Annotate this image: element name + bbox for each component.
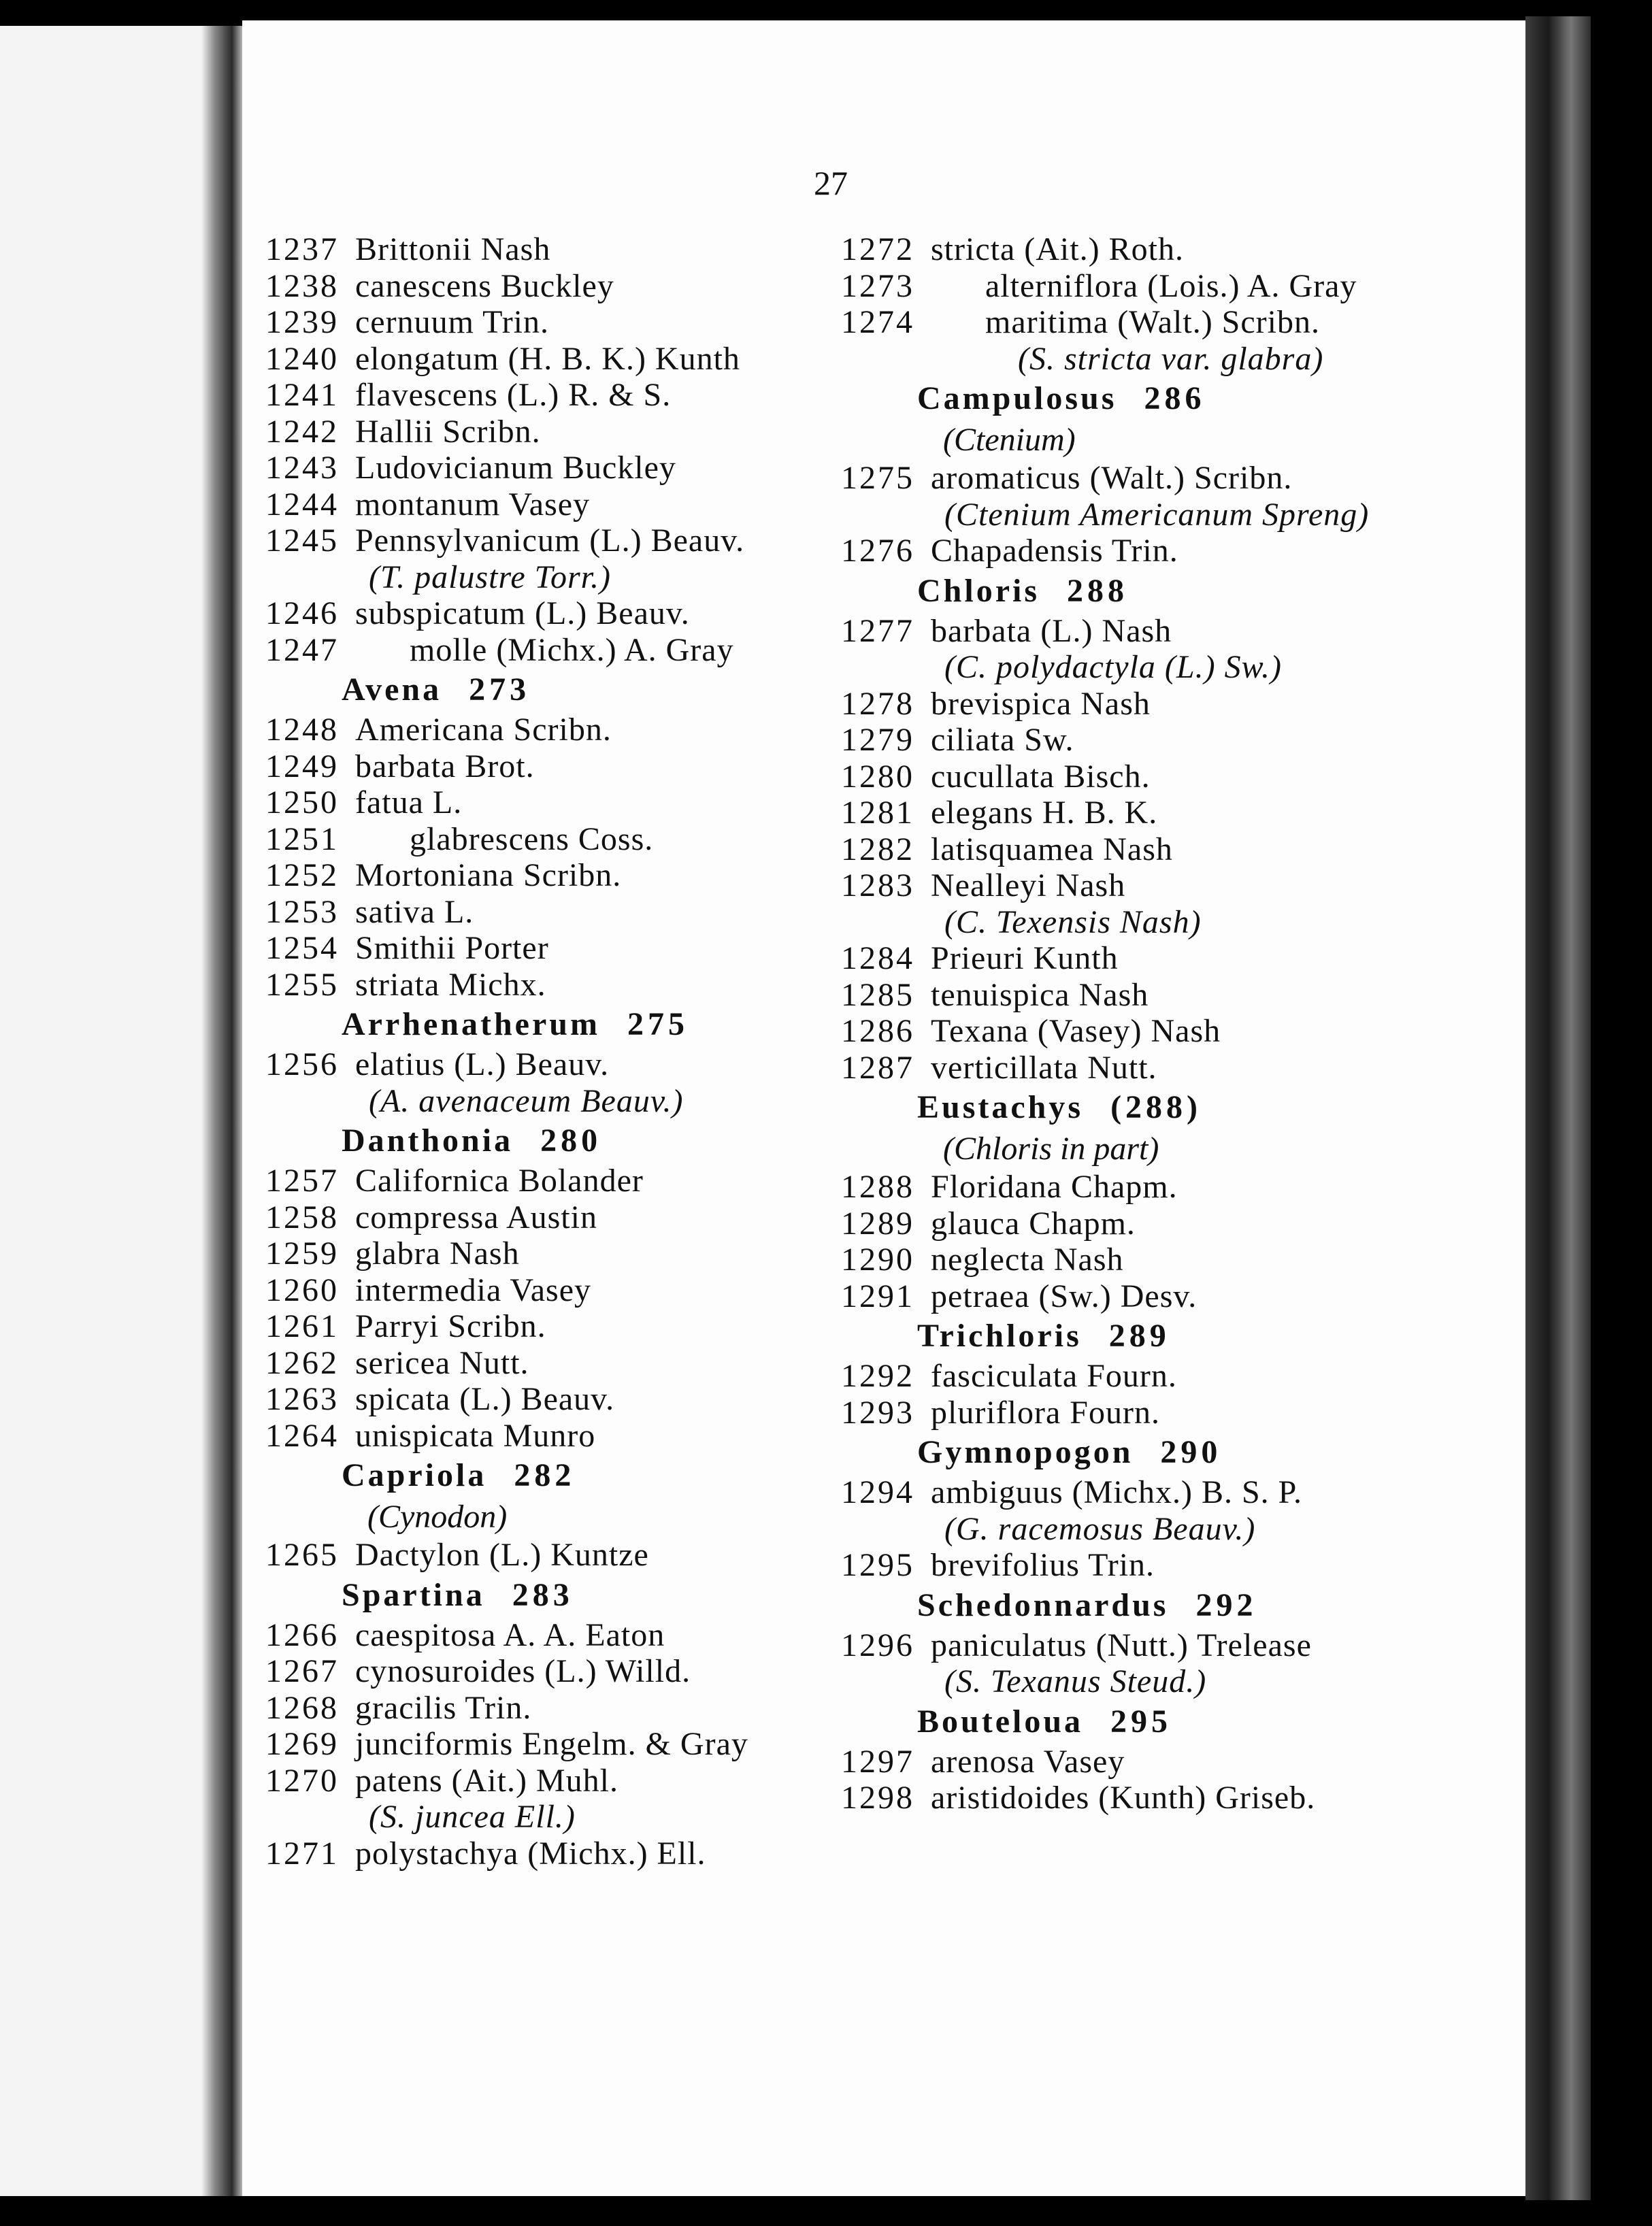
- entry-number: 1286: [841, 1013, 914, 1049]
- genus-label: Trichloris: [917, 1318, 1082, 1354]
- species-name: elongatum (H. B. K.) Kunth: [355, 340, 740, 377]
- genus-name: [917, 569, 1128, 613]
- species-entry: [265, 784, 850, 821]
- entry-number: 1276: [841, 533, 914, 569]
- species-name: montanum Vasey: [355, 486, 591, 522]
- genus-heading: [841, 1700, 1440, 1744]
- species-name: barbata Brot.: [355, 748, 535, 784]
- genus-name: [342, 1119, 601, 1163]
- genus-number: 273: [469, 671, 531, 708]
- species-entry: [841, 1474, 1440, 1511]
- species-entry: [841, 795, 1440, 831]
- synonym-row: [841, 1663, 1440, 1700]
- entry-number: 1296: [841, 1627, 914, 1663]
- species-entry: [841, 940, 1440, 977]
- genus-label: Spartina: [342, 1576, 485, 1613]
- entry-number: 1246: [265, 595, 339, 631]
- entry-number: 1248: [265, 712, 339, 748]
- synonym-row: [841, 649, 1440, 686]
- genus-name: [342, 1003, 689, 1046]
- entry-number: 1275: [841, 460, 914, 496]
- species-name: flavescens (L.) R. & S.: [355, 377, 672, 413]
- synonym-text: (C. Texensis Nash): [944, 903, 1202, 940]
- species-name: ambiguus (Michx.) B. S. P.: [931, 1474, 1303, 1510]
- entry-number: 1238: [265, 267, 339, 304]
- genus-name: [917, 377, 1205, 420]
- entry-number: 1241: [265, 377, 339, 413]
- species-name: junciformis Engelm. & Gray: [355, 1726, 748, 1762]
- entry-number: 1247: [265, 631, 339, 668]
- entry-number: 1267: [265, 1653, 339, 1689]
- species-entry: [841, 686, 1440, 722]
- entry-number: 1298: [841, 1780, 914, 1816]
- synonym-row: [265, 559, 850, 596]
- entry-number: 1253: [265, 893, 339, 930]
- entry-number: 1244: [265, 486, 339, 522]
- species-entry: [265, 1199, 850, 1236]
- entry-number: 1295: [841, 1547, 914, 1583]
- species-name: elegans H. B. K.: [931, 795, 1158, 831]
- species-entry: [841, 867, 1440, 904]
- species-name: cucullata Bisch.: [931, 758, 1151, 795]
- genus-number: 286: [1144, 380, 1206, 416]
- species-entry: [265, 341, 850, 378]
- entry-number: 1266: [265, 1616, 339, 1653]
- genus-label: Arrhenatherum: [342, 1006, 600, 1042]
- species-name: gracilis Trin.: [355, 1689, 532, 1726]
- genus-heading: [841, 1314, 1440, 1358]
- species-name: stricta (Ait.) Roth.: [931, 231, 1184, 267]
- entry-number: 1273: [841, 267, 914, 304]
- genus-heading: [841, 1584, 1440, 1627]
- entry-number: 1257: [265, 1163, 339, 1199]
- species-name: patens (Ait.) Muhl.: [355, 1762, 618, 1799]
- entry-number: 1272: [841, 231, 914, 267]
- species-entry: [265, 857, 850, 894]
- species-name: arenosa Vasey: [931, 1743, 1125, 1780]
- entry-number: 1297: [841, 1743, 914, 1780]
- species-entry: [265, 522, 850, 559]
- genus-heading: [265, 1003, 850, 1046]
- species-name: molle (Michx.) A. Gray: [410, 631, 734, 668]
- species-name: Mortoniana Scribn.: [355, 857, 622, 893]
- species-name: petraea (Sw.) Desv.: [931, 1278, 1197, 1314]
- species-entry: [841, 231, 1440, 268]
- species-name: elatius (L.) Beauv.: [355, 1046, 610, 1082]
- entry-number: 1260: [265, 1272, 339, 1308]
- synonym-text: (S. juncea Ell.): [369, 1799, 576, 1835]
- entry-number: 1243: [265, 450, 339, 486]
- species-name: Nealleyi Nash: [931, 867, 1126, 903]
- genus-number: (288): [1110, 1089, 1202, 1125]
- entry-number: 1271: [265, 1835, 339, 1872]
- genus-number: 289: [1108, 1318, 1170, 1354]
- synonym-text: (G. racemosus Beauv.): [944, 1510, 1256, 1547]
- genus-number: 275: [627, 1006, 689, 1042]
- genus-name: [917, 1431, 1221, 1474]
- entry-number: 1262: [265, 1344, 339, 1381]
- genus-name: [342, 1574, 574, 1617]
- species-name: spicata (L.) Beauv.: [355, 1381, 615, 1417]
- species-entry: [841, 1206, 1440, 1242]
- synonym-text: (C. polydactyla (L.) Sw.): [944, 649, 1283, 685]
- species-name: Ludovicianum Buckley: [355, 450, 676, 486]
- entry-number: 1274: [841, 304, 914, 340]
- species-name: Texana (Vasey) Nash: [931, 1013, 1221, 1049]
- species-entry: [841, 304, 1440, 341]
- synonym-text: (A. avenaceum Beauv.): [369, 1082, 684, 1119]
- entry-number: 1282: [841, 831, 914, 867]
- species-name: striata Michx.: [355, 966, 546, 1003]
- species-entry: [265, 1046, 850, 1083]
- genus-label: Chloris: [917, 572, 1040, 609]
- species-entry: [841, 722, 1440, 759]
- species-entry: [265, 1690, 850, 1727]
- entry-number: 1264: [265, 1417, 339, 1454]
- species-entry: [265, 821, 850, 858]
- entry-number: 1268: [265, 1689, 339, 1726]
- entry-number: 1269: [265, 1726, 339, 1762]
- synonym-text: (S. Texanus Steud.): [944, 1663, 1207, 1699]
- species-entry: [841, 1050, 1440, 1086]
- genus-label: Bouteloua: [917, 1703, 1084, 1740]
- species-entry: [265, 1163, 850, 1199]
- species-name: subspicatum (L.) Beauv.: [355, 595, 690, 631]
- genus-number: 292: [1195, 1587, 1257, 1623]
- species-name: aristidoides (Kunth) Griseb.: [931, 1780, 1316, 1816]
- entry-number: 1254: [265, 930, 339, 966]
- species-name: canescens Buckley: [355, 267, 614, 304]
- species-name: barbata (L.) Nash: [931, 612, 1172, 649]
- genus-number: 280: [540, 1123, 602, 1159]
- species-name: Smithii Porter: [355, 930, 549, 966]
- species-entry: [265, 1381, 850, 1418]
- synonym-text: (Ctenium Americanum Spreng): [944, 496, 1370, 533]
- entry-number: 1265: [265, 1537, 339, 1573]
- entry-number: 1278: [841, 685, 914, 722]
- species-entry: [265, 595, 850, 632]
- species-entry: [841, 1169, 1440, 1206]
- genus-label: Campulosus: [917, 380, 1117, 416]
- species-name: fasciculata Fourn.: [931, 1358, 1177, 1394]
- entry-number: 1261: [265, 1308, 339, 1344]
- species-name: sativa L.: [355, 893, 474, 930]
- entry-number: 1242: [265, 413, 339, 450]
- genus-label: Eustachys: [917, 1089, 1084, 1125]
- page-stack-edge: [1525, 16, 1591, 2200]
- species-entry: [265, 1308, 850, 1345]
- genus-synonym: (Ctenium): [943, 422, 1076, 458]
- species-name: unispicata Munro: [355, 1417, 596, 1454]
- entry-number: 1258: [265, 1199, 339, 1235]
- species-entry: [265, 967, 850, 1003]
- entry-number: 1287: [841, 1049, 914, 1086]
- species-name: pluriflora Fourn.: [931, 1394, 1160, 1431]
- species-name: Americana Scribn.: [355, 712, 612, 748]
- species-name: Pennsylvanicum (L.) Beauv.: [355, 522, 745, 559]
- species-name: Prieuri Kunth: [931, 940, 1119, 976]
- species-entry: [265, 1272, 850, 1309]
- genus-name: [342, 1454, 575, 1497]
- genus-name: [917, 1086, 1202, 1129]
- species-name: Brittonii Nash: [355, 231, 551, 267]
- species-entry: [841, 1278, 1440, 1315]
- genus-label: Schedonnardus: [917, 1587, 1169, 1623]
- entry-number: 1239: [265, 304, 339, 340]
- species-entry: [265, 1835, 850, 1872]
- species-name: glauca Chapm.: [931, 1205, 1136, 1242]
- genus-synonym: (Chloris in part): [943, 1131, 1159, 1167]
- species-name: Chapadensis Trin.: [931, 533, 1178, 569]
- species-name: paniculatus (Nutt.) Trelease: [931, 1627, 1312, 1663]
- entry-number: 1290: [841, 1242, 914, 1278]
- species-entry: [265, 1726, 850, 1763]
- species-name: aromaticus (Walt.) Scribn.: [931, 460, 1293, 496]
- genus-heading: [841, 377, 1440, 420]
- synonym-text: (S. stricta var. glabra): [1018, 340, 1324, 377]
- species-name: Dactylon (L.) Kuntze: [355, 1537, 649, 1573]
- species-name: Parryi Scribn.: [355, 1308, 546, 1344]
- genus-heading: [841, 1431, 1440, 1474]
- genus-heading: [841, 1086, 1440, 1129]
- species-entry: [265, 894, 850, 931]
- species-entry: [265, 1537, 850, 1574]
- genus-heading: [841, 569, 1440, 613]
- species-name: sericea Nutt.: [355, 1344, 529, 1381]
- genus-synonym-row: [265, 1497, 850, 1537]
- species-name: glabrescens Coss.: [410, 820, 654, 857]
- species-name: intermedia Vasey: [355, 1272, 592, 1308]
- species-name: tenuispica Nash: [931, 976, 1149, 1013]
- genus-name: [917, 1584, 1257, 1627]
- page-number: 27: [814, 164, 848, 202]
- genus-name: [917, 1314, 1170, 1358]
- species-entry: [841, 1780, 1440, 1816]
- book-gutter: [201, 26, 245, 2196]
- genus-number: 288: [1067, 572, 1129, 609]
- entry-number: 1252: [265, 857, 339, 893]
- species-entry: [841, 1242, 1440, 1278]
- species-entry: [265, 930, 850, 967]
- genus-name: [917, 1700, 1172, 1744]
- species-entry: [841, 759, 1440, 795]
- entry-number: 1281: [841, 795, 914, 831]
- species-name: Californica Bolander: [355, 1163, 644, 1199]
- entry-number: 1293: [841, 1394, 914, 1431]
- species-entry: [265, 414, 850, 450]
- species-entry: [265, 1763, 850, 1799]
- species-name: alterniflora (Lois.) A. Gray: [985, 267, 1357, 304]
- genus-name: [342, 668, 530, 712]
- genus-synonym: (Cynodon): [367, 1499, 508, 1535]
- genus-label: Capriola: [342, 1457, 487, 1493]
- entry-number: 1249: [265, 748, 339, 784]
- entry-number: 1259: [265, 1235, 339, 1272]
- entry-number: 1237: [265, 231, 339, 267]
- synonym-row: [841, 497, 1440, 533]
- entry-number: 1292: [841, 1358, 914, 1394]
- genus-number: 295: [1110, 1703, 1172, 1740]
- genus-label: Danthonia: [342, 1123, 514, 1159]
- synonym-row: [841, 341, 1440, 378]
- right-column: [841, 231, 1440, 1816]
- left-column: [265, 231, 850, 1872]
- species-entry: [265, 231, 850, 268]
- species-name: neglecta Nash: [931, 1242, 1124, 1278]
- entry-number: 1288: [841, 1169, 914, 1205]
- species-entry: [265, 748, 850, 785]
- species-entry: [265, 1418, 850, 1455]
- species-entry: [841, 1547, 1440, 1584]
- species-name: glabra Nash: [355, 1235, 520, 1272]
- species-name: brevispica Nash: [931, 685, 1151, 722]
- species-name: Hallii Scribn.: [355, 413, 541, 450]
- entry-number: 1283: [841, 867, 914, 903]
- species-entry: [265, 304, 850, 341]
- entry-number: 1280: [841, 758, 914, 795]
- entry-number: 1294: [841, 1474, 914, 1510]
- species-entry: [265, 632, 850, 669]
- species-entry: [841, 613, 1440, 650]
- species-entry: [265, 1345, 850, 1382]
- species-entry: [265, 268, 850, 305]
- species-name: caespitosa A. A. Eaton: [355, 1616, 665, 1653]
- species-entry: [265, 1653, 850, 1690]
- species-name: Floridana Chapm.: [931, 1169, 1178, 1205]
- facing-page-edge: [0, 26, 210, 2196]
- species-entry: [841, 533, 1440, 569]
- species-entry: [841, 268, 1440, 305]
- synonym-row: [841, 1511, 1440, 1548]
- species-entry: [841, 1744, 1440, 1780]
- species-entry: [841, 1358, 1440, 1395]
- entry-number: 1270: [265, 1762, 339, 1799]
- genus-synonym-row: [841, 1129, 1440, 1169]
- entry-number: 1251: [265, 820, 339, 857]
- genus-number: 290: [1160, 1434, 1222, 1470]
- entry-number: 1250: [265, 784, 339, 820]
- synonym-row: [841, 904, 1440, 941]
- species-name: fatua L.: [355, 784, 463, 820]
- species-entry: [265, 712, 850, 748]
- species-entry: [265, 377, 850, 414]
- synonym-row: [265, 1799, 850, 1835]
- genus-label: Gymnopogon: [917, 1434, 1134, 1470]
- species-name: cynosuroides (L.) Willd.: [355, 1653, 691, 1689]
- species-name: latisquamea Nash: [931, 831, 1173, 867]
- entry-number: 1291: [841, 1278, 914, 1314]
- entry-number: 1240: [265, 340, 339, 377]
- species-entry: [841, 460, 1440, 497]
- species-entry: [265, 486, 850, 523]
- species-name: ciliata Sw.: [931, 722, 1074, 758]
- species-name: maritima (Walt.) Scribn.: [985, 304, 1320, 340]
- species-entry: [265, 1235, 850, 1272]
- species-name: brevifolius Trin.: [931, 1547, 1155, 1583]
- genus-number: 283: [512, 1576, 574, 1613]
- genus-heading: [265, 1119, 850, 1163]
- genus-label: Avena: [342, 671, 442, 708]
- entry-number: 1284: [841, 940, 914, 976]
- genus-heading: [265, 668, 850, 712]
- genus-synonym-row: [841, 420, 1440, 460]
- entry-number: 1279: [841, 722, 914, 758]
- genus-heading: [265, 1574, 850, 1617]
- species-entry: [841, 977, 1440, 1014]
- genus-number: 282: [514, 1457, 576, 1493]
- species-entry: [841, 1395, 1440, 1431]
- synonym-text: (T. palustre Torr.): [369, 559, 611, 595]
- entry-number: 1245: [265, 522, 339, 559]
- species-entry: [841, 1013, 1440, 1050]
- species-entry: [841, 1627, 1440, 1664]
- entry-number: 1255: [265, 966, 339, 1003]
- species-name: verticillata Nutt.: [931, 1049, 1157, 1086]
- species-entry: [265, 450, 850, 486]
- species-entry: [841, 831, 1440, 868]
- genus-heading: [265, 1454, 850, 1497]
- entry-number: 1263: [265, 1381, 339, 1417]
- species-name: cernuum Trin.: [355, 304, 550, 340]
- entry-number: 1289: [841, 1205, 914, 1242]
- species-entry: [265, 1617, 850, 1654]
- entry-number: 1277: [841, 612, 914, 649]
- entry-number: 1285: [841, 976, 914, 1013]
- species-name: compressa Austin: [355, 1199, 597, 1235]
- entry-number: 1256: [265, 1046, 339, 1082]
- synonym-row: [265, 1083, 850, 1120]
- species-name: polystachya (Michx.) Ell.: [355, 1835, 706, 1872]
